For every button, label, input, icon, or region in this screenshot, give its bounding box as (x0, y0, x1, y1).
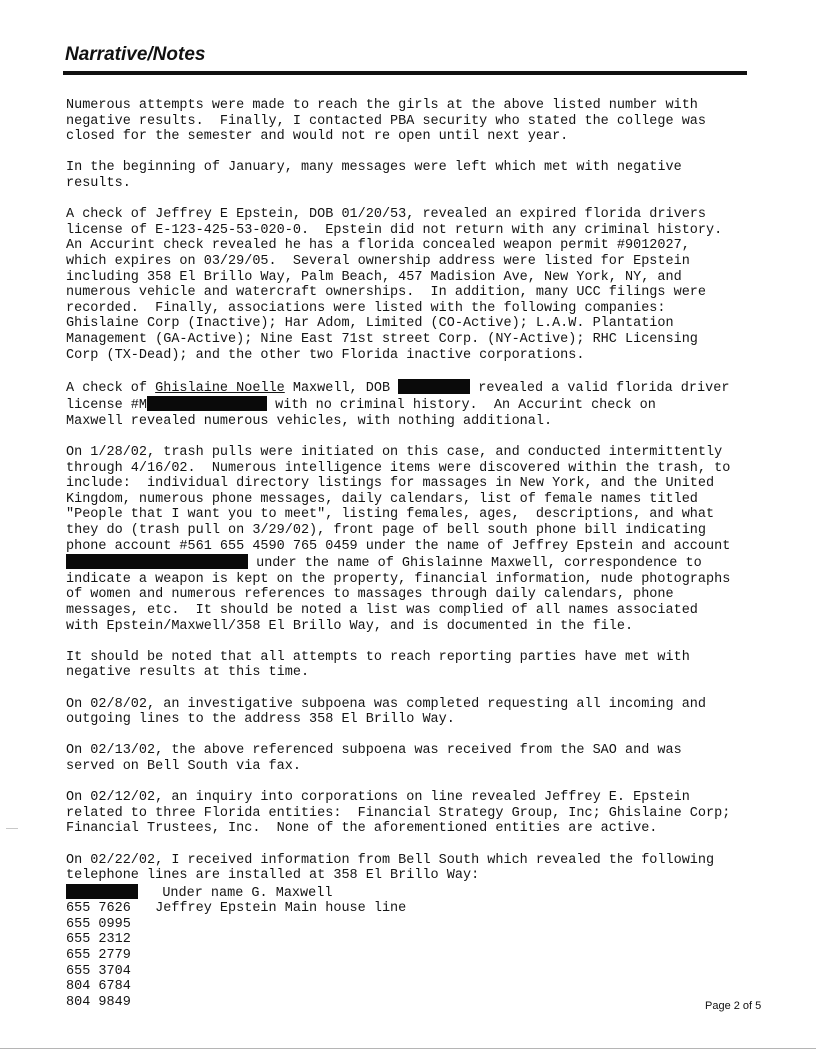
text-line: It should be noted that all attempts to reach reporting parties have met with (66, 649, 690, 665)
text-line: related to three Florida entities: Financial Strategy Group, Inc; Ghislaine Corp; (66, 805, 731, 821)
text-line: including 358 El Brillo Way, Palm Beach, 457 Madision Ave, New York, NY, and (66, 269, 682, 285)
text-segment: with no criminal history. An Accurint check on (267, 398, 656, 414)
paragraph-2 (66, 160, 766, 191)
text-line: closed for the semester and would not re open until next year. (66, 129, 569, 145)
paragraph-10 (66, 853, 766, 1011)
paragraph-6 (66, 650, 766, 681)
redaction-bar (66, 554, 248, 569)
text-line: results. (66, 175, 131, 191)
text-line: On 02/22/02, I received information from Bell South which revealed the following (66, 852, 715, 868)
text-line: through 4/16/02. Numerous intelligence items were discovered within the trash, to (66, 460, 731, 476)
text-line: On 02/8/02, an investigative subpoena was completed requesting all incoming and (66, 696, 707, 712)
text-line: "People that I want you to meet", listing females, ages, descriptions, and what (66, 507, 715, 523)
text-line: Corp (TX-Dead); and the other two Florida inactive corporations. (66, 347, 585, 363)
text-line: Kingdom, numerous phone messages, daily calendars, list of female names titled (66, 491, 698, 507)
text-line: license of E-123-425-53-020-0. Epstein did not return with any criminal history. (66, 222, 723, 238)
page-title: Narrative/Notes (65, 44, 206, 65)
paragraph-4 (66, 379, 766, 430)
text-line (66, 379, 766, 397)
bottom-rule (0, 1048, 816, 1049)
phone-row: 655 2312 (66, 932, 131, 948)
text-line: On 1/28/02, trash pulls were initiated on this case, and conducted intermittently (66, 445, 723, 461)
phone-owner: Under name G. Maxwell (162, 885, 333, 901)
text-line: with Epstein/Maxwell/358 El Brillo Way, and is documented in the file. (66, 618, 634, 634)
text-segment: A check of (66, 380, 156, 396)
phone-row: 655 2779 (66, 948, 131, 964)
text-line: they do (trash pull on 3/29/02), front page of bell south phone bill indicating (66, 523, 707, 539)
text-line (66, 554, 766, 572)
paragraph-7 (66, 697, 766, 728)
text-line: An Accurint check revealed he has a florida concealed weapon permit #9012027, (66, 238, 690, 254)
text-line: indicate a weapon is kept on the property, financial information, nude photographs (66, 571, 731, 587)
text-line: include: individual directory listings for massages in New York, and the United (66, 476, 715, 492)
text-line: which expires on 03/29/05. Several ownership address were listed for Epstein (66, 253, 690, 269)
paragraph-5 (66, 445, 766, 634)
paragraph-9 (66, 790, 766, 837)
phone-row: 655 0995 (66, 916, 131, 932)
text-line: Financial Trustees, Inc. None of the aforementioned entities are active. (66, 821, 658, 837)
text-segment: Maxwell, DOB (284, 380, 399, 396)
underlined-name: Ghislaine Noelle (155, 380, 285, 396)
phone-row: 804 9849 (66, 994, 131, 1010)
text-line: outgoing lines to the address 358 El Brillo Way. (66, 712, 455, 728)
text-line: phone account #561 655 4590 765 0459 under the name of Jeffrey Epstein and account (66, 538, 731, 554)
text-line: of women and numerous references to massages through daily calendars, phone (66, 587, 674, 603)
margin-mark (6, 828, 18, 829)
text-line: A check of Jeffrey E Epstein, DOB 01/20/53, revealed an expired florida drivers (66, 207, 707, 223)
phone-row (66, 884, 766, 902)
text-line: Maxwell revealed numerous vehicles, with nothing additional. (66, 413, 553, 429)
paragraph-8 (66, 743, 766, 774)
text-line: messages, etc. It should be noted a list was complied of all names associated (66, 603, 698, 618)
text-segment: license #M (66, 398, 148, 414)
page-number: Page 2 of 5 (705, 1000, 762, 1012)
header-rule (63, 71, 747, 75)
text-line: Ghislaine Corp (Inactive); Har Adom, Limited (CO-Active); L.A.W. Plantation (66, 316, 674, 332)
text-line: On 02/12/02, an inquiry into corporations on line revealed Jeffrey E. Epstein (66, 790, 690, 806)
redaction-bar (398, 379, 470, 394)
redaction-bar (66, 884, 138, 899)
text-line: negative results at this time. (66, 665, 310, 681)
phone-row: 655 7626 Jeffrey Epstein Main house line (66, 901, 407, 917)
text-line: Numerous attempts were made to reach the girls at the above listed number with (66, 98, 698, 113)
text-line: On 02/13/02, the above referenced subpoena was received from the SAO and was (66, 743, 682, 759)
text-line: recorded. Finally, associations were listed with the following companies: (66, 300, 666, 316)
phone-row: 804 6784 (66, 979, 131, 995)
text-line: In the beginning of January, many messages were left which met with negative (66, 160, 682, 176)
narrative-body (66, 98, 766, 1010)
text-line (66, 396, 766, 414)
text-line: Management (GA-Active); Nine East 71st street Corp. (NY-Active); RHC Licensing (66, 331, 698, 347)
text-line: telephone lines are installed at 358 El Brillo Way: (66, 868, 480, 884)
paragraph-1 (66, 98, 766, 145)
paragraph-3 (66, 207, 766, 363)
text-segment: revealed a valid florida driver (470, 380, 730, 396)
text-line: negative results. Finally, I contacted PBA security who stated the college was (66, 113, 707, 129)
text-line: served on Bell South via fax. (66, 758, 301, 774)
phone-row: 655 3704 (66, 963, 131, 979)
redaction-bar (147, 396, 267, 411)
text-segment: under the name of Ghislainne Maxwell, correspondence to (248, 556, 702, 572)
text-line: numerous vehicle and watercraft ownerships. In addition, many UCC filings were (66, 285, 707, 301)
